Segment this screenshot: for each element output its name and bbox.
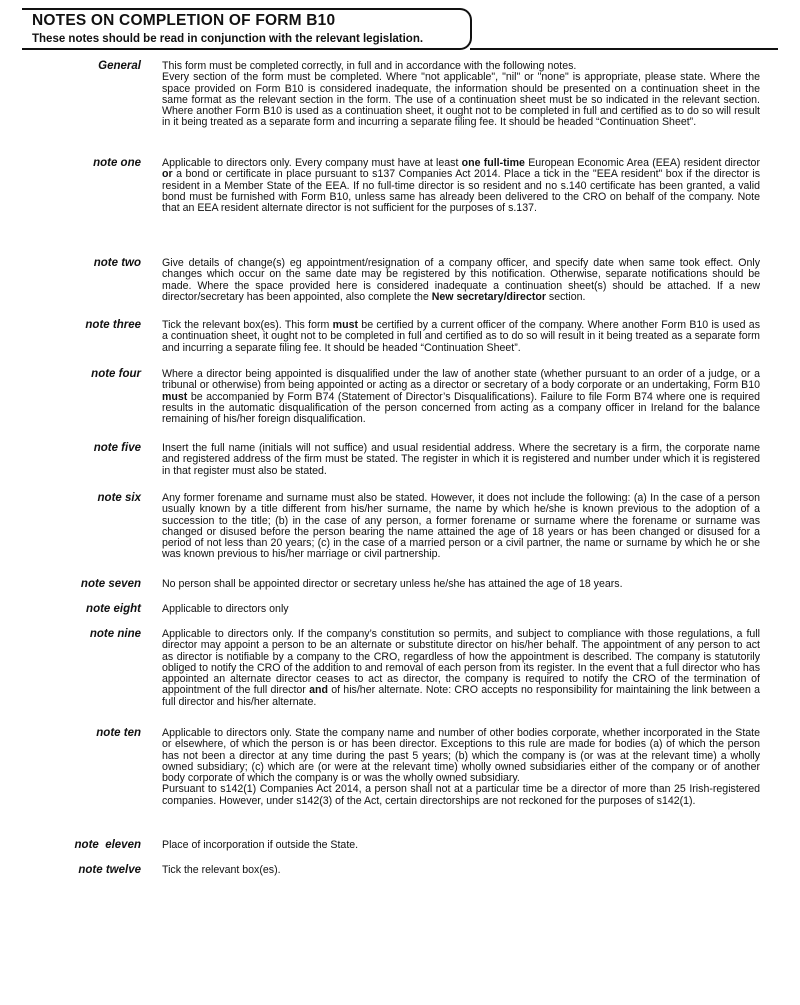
note-text: Any former forename and surname must also be stated. However, it does not include the following: (a) In the case of a person usually known by a title different from his/her surname, the name by which he/she is known previous to the adoption of a succession to the title; (b) in the case of any person, a former forename or surname where the forename or surname was changed or disused before the person bearing the name attained the age of 18 years or has been changed or disused for a period of not less than 20 years; (c) in the case of a married person or a civil partner, the name or surname by which he or she was known previous to his/her marriage or civil partnership. — [162, 492, 760, 561]
note-emphasis: and — [309, 684, 328, 697]
page-subtitle: These notes should be read in conjunction with the relevant legislation. — [32, 33, 424, 45]
note-text — [162, 629, 760, 708]
note-text-run: Give details of change(s) eg appointment/resignation of a company officer, and specify date when same took effect. Only changes which occur on the same date may be registered by this notification. Otherwise, separate notifications should be made. Where the space provided here is considered inadequate a continuation sheet(s) should be attached. If a new director/secretary has been appointed, also complete the — [162, 257, 760, 303]
note-emphasis: or — [162, 168, 173, 181]
note-label: note six — [97, 492, 141, 504]
note-label: note one — [93, 157, 141, 169]
note-text: Place of incorporation if outside the State. — [162, 839, 359, 851]
note-text-run: be certified by a current officer of the company. Where another Form B10 is used as a continuation sheet, it ought not to be completed in full and certified as to do so will result in it being treated as a separate form and incurring a separate filing fee. It should be headed “Continuation Sheet”. — [162, 319, 760, 354]
note-label: note nine — [89, 628, 141, 640]
note-text-run: Applicable to directors only. Every company must have at least — [162, 157, 462, 169]
note-emphasis: must — [332, 319, 358, 331]
note-text: No person shall be appointed director or secretary unless he/she has attained the age of 18 years. — [162, 578, 623, 590]
note-text-run: Applicable to directors only. If the company’s constitution so permits, and subject to compliance with those regulations, a full director may appoint a person to be an alternate or substitute director on his/her behalf. The appointment of any person to act as director is notifiable by a company to the CRO, regardless of how the appointment is described. The company is statutorily obliged to notify the CRO of the addition to and removal of each person from its register. In the event that a full director who has appointed an alternate director ceases to act as director, the company is required to notify the CRO of the termination of appointment of the full director — [162, 628, 760, 697]
note-paragraph: This form must be completed correctly, in full and in accordance with the following notes. — [162, 60, 577, 72]
note-text — [162, 61, 760, 129]
note-text: Applicable to directors only — [162, 603, 289, 615]
note-text-run: of his/her alternate. Note: CRO accepts no responsibility for maintaining the link between a full director and his/her alternate. — [162, 684, 761, 708]
note-emphasis: New secretary/director — [431, 290, 546, 303]
note-emphasis: must — [162, 390, 188, 403]
header-divider — [470, 48, 778, 50]
note-text-run: Tick the relevant box(es). This form — [162, 319, 333, 331]
note-label: note five — [93, 442, 141, 454]
note-label: note eight — [86, 603, 141, 615]
note-text — [162, 320, 760, 354]
note-paragraph: Pursuant to s142(1) Companies Act 2014, a person shall not at a particular time be a director of more than 25 Irish-registered companies. However, under s142(3) of the Act, certain directorships are not reckoned for the purposes of s142(1). — [162, 783, 760, 807]
note-label: note seven — [80, 578, 141, 590]
note-label: note ten — [96, 727, 141, 739]
note-paragraph: Every section of the form must be completed. Where "not applicable", "nil" or "none" is appropriate, please state. Where the space provided on Form B10 is considered inadequate, the information should be presented on a continuation sheet in the same format as the relevant section in the form. The use of a continuation sheet must be so indicated in the relevant section. Where another Form B10 is used as a continuation sheet, it ought not to be completed in full and certified as to do so will result in it being treated as a separate form and incurring a separate filing fee. It should be headed “Continuation Sheet”. — [162, 71, 760, 129]
note-label: note eleven — [74, 839, 141, 851]
note-text-run: be accompanied by Form B74 (Statement of Director’s Disqualifications). Failure to file Form B74 where one is required results in the automatic disqualification of the person concerned from acting as a company officer in Ireland for the balance remaining of his/her foreign disqualification. — [162, 390, 760, 426]
note-text: Tick the relevant box(es). — [162, 864, 281, 876]
note-label: note two — [93, 257, 141, 269]
note-text-run: European Economic Area (EEA) resident director — [524, 157, 760, 169]
note-text — [162, 158, 760, 214]
note-paragraph: Applicable to directors only. State the company name and number of other bodies corporate, whether incorporated in the State or elsewhere, of which the person is or has been director. Exceptions to this rule are made for bodies (a) of which the person has not been a director at any time during the past 5 years; (b) which the company is (or was at the relevant time) a wholly owned subsidiary; (c) which are (or were at the relevant time) wholly owned subsidiaries either of the company or of another body corporate of which the company is or was the wholly owned subsidiary. — [162, 727, 760, 785]
note-text-run: a bond or certificate in place pursuant to s137 Companies Act 2014. Place a tick in the "EEA resident" box if the director is resident in a Member State of the EEA. If no full-time director is so resident and no s.140 certificate has been granted, a valid bond must be furnished with Form B10, unless same has already been delivered to the CRO on behalf of the company. Note that an EEA resident alternate director is not sufficient for the purposes of s.137. — [162, 168, 760, 215]
note-label: note four — [91, 368, 141, 380]
note-text-run: section. — [545, 290, 586, 303]
note-text — [162, 728, 760, 807]
note-emphasis: one full-time — [461, 157, 525, 169]
note-text — [162, 258, 760, 303]
note-label: General — [98, 60, 141, 72]
note-text — [162, 369, 760, 425]
note-label: note three — [85, 319, 141, 331]
page-title: NOTES ON COMPLETION OF FORM B10 — [32, 12, 336, 29]
note-label: note twelve — [78, 864, 141, 876]
note-text: Insert the full name (initials will not suffice) and usual residential address. Where the secretary is a firm, the corporate name and registered address of the firm must be stated. The register in which it is registered and number under which it is registered in that register must also be stated. — [162, 442, 760, 477]
note-text-run: Where a director being appointed is disqualified under the law of another state (whether pursuant to an order of a judge, or a tribunal or otherwise) from being appointed or acting as a director or secretary of a body corporate or an undertaking, Form B10 — [162, 368, 760, 392]
